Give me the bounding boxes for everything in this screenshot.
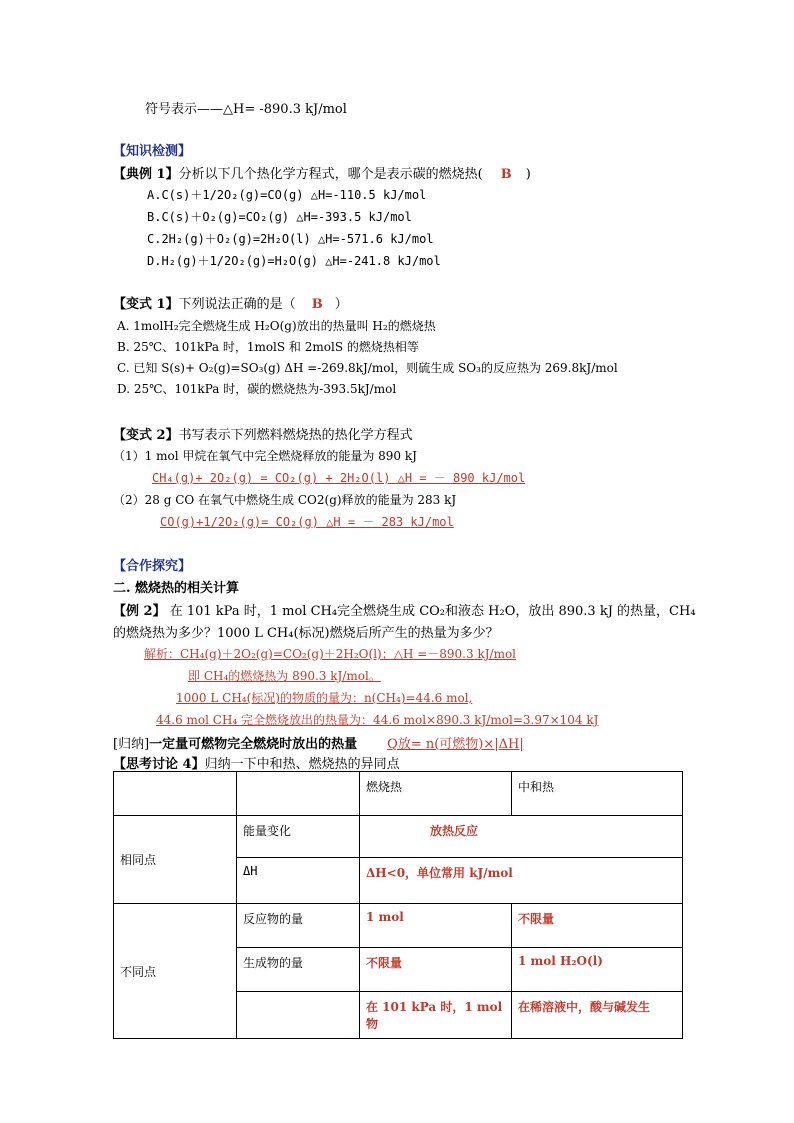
- example-2-line-1: [113, 600, 696, 619]
- cell-def-combustion: [360, 992, 512, 1039]
- variant-1-option-d: D. 25℃、101kPa 时，碳的燃烧热为-393.5kJ/mol: [117, 382, 397, 396]
- variant-1-answer: B: [311, 297, 323, 312]
- example-1-question: [113, 163, 531, 182]
- variant-1-question: [113, 293, 348, 312]
- variant-1-close: ）: [334, 297, 348, 312]
- cell-reactant-combustion: [360, 904, 512, 948]
- variant-1-label: 【变式 1】: [113, 297, 179, 312]
- variant-2-a1-text: CH₄(g)+ 2O₂(g) = CO₂(g) + 2H₂O(l) △H = － 890 kJ/mol: [152, 471, 526, 485]
- variant-1-text: 下列说法正确的是（: [178, 297, 296, 312]
- cell-exothermic: [360, 816, 683, 858]
- summary-line: [113, 733, 524, 752]
- example-2-solution-3: [120, 689, 476, 706]
- think-label: 【思考讨论 4】: [113, 757, 205, 772]
- row-same: 相同点: [114, 816, 237, 904]
- section-cooperation: 【合作探究】: [113, 559, 192, 574]
- reactant-neutral-text: 不限量: [518, 912, 555, 926]
- variant-1-option-c: C. 已知 S(s)+ O₂(g)=SO₃(g) ΔH =-269.8kJ/mol，则硫生成 SO₃的反应热为 269.8kJ/mol: [117, 361, 618, 375]
- variant-2-text: 书写表示下列燃料燃烧热的热化学方程式: [178, 428, 413, 443]
- variant-2-q2: （2）28 g CO 在氧气中燃烧生成 CO2(g)释放的能量为 283 kJ: [113, 493, 457, 507]
- section-knowledge-check: 【知识检测】: [113, 144, 192, 159]
- cell-product-combustion: [360, 948, 512, 992]
- row-energy-change: 能量变化: [237, 816, 360, 858]
- summary-label: [归纳]: [113, 737, 150, 752]
- cell-def-neutral: [512, 992, 683, 1039]
- variant-2-a2: [120, 513, 454, 530]
- example-1-option-c: C.2H₂(g)＋O₂(g)=2H₂O(l) △H=-571.6 kJ/mol: [147, 232, 434, 246]
- part-2-title: 二. 燃烧热的相关计算: [113, 581, 240, 596]
- variant-2-question: [113, 424, 413, 443]
- think-text: 归纳一下中和热、燃烧热的异同点: [204, 757, 400, 772]
- cell-reactant-neutral: [512, 904, 683, 948]
- example-2-solution-2: [120, 667, 393, 684]
- example-1-answer: B: [500, 167, 512, 182]
- example-1-label: 【典例 1】: [113, 167, 179, 182]
- table-corner-2: [237, 772, 360, 816]
- cell-delta-h-value: [360, 858, 683, 904]
- example-2-text-1: 在 101 kPa 时，1 mol CH₄完全燃烧生成 CO₂和液态 H₂O，放出 890.3 kJ 的热量，CH₄: [169, 604, 696, 619]
- example-1-option-d: D.H₂(g)＋1/2O₂(g)=H₂O(g) △H=-241.8 kJ/mol: [147, 254, 441, 268]
- row-definition: [237, 992, 360, 1039]
- example-1-close: ): [525, 167, 531, 182]
- example-2-solution-4-text: 44.6 mol CH₄ 完全燃烧放出的热量为：44.6 mol×890.3 kJ/mol=3.97×104 kJ: [156, 713, 599, 727]
- variant-1-option-a: A. 1molH₂完全燃烧生成 H₂O(g)放出的热量叫 H₂的燃烧热: [117, 319, 436, 333]
- header-combustion: 燃烧热: [360, 772, 512, 816]
- summary-formula: Q放= n(可燃物)×|ΔH|: [387, 737, 524, 752]
- def-combustion-text: 在 101 kPa 时，1 mol 物: [366, 1000, 503, 1031]
- variant-1-option-b: B. 25℃、101kPa 时，1molS 和 2molS 的燃烧热相等: [117, 340, 419, 354]
- delta-h-value-text: ΔH<0，单位常用 kJ/mol: [366, 866, 513, 880]
- row-delta-h: ΔH: [237, 858, 360, 904]
- variant-2-a2-text: CO(g)+1/2O₂(g)= CO₂(g) △H = － 283 kJ/mol: [160, 515, 454, 529]
- comparison-table: [113, 771, 683, 1039]
- example-2-solution-3-text: 1000 L CH₄(标况)的物质的量为：n(CH₄)=44.6 mol,: [176, 691, 473, 705]
- think-discuss-line: [113, 753, 400, 772]
- variant-2-label: 【变式 2】: [113, 428, 179, 443]
- example-2-solution-4: [120, 711, 598, 728]
- product-neutral-text: 1 mol H₂O(l): [518, 954, 603, 968]
- cell-product-neutral: [512, 948, 683, 992]
- variant-2-a1: [120, 469, 525, 486]
- example-1-option-a: A.C(s)＋1/2O₂(g)=CO(g) △H=-110.5 kJ/mol: [147, 188, 427, 202]
- row-reactant: 反应物的量: [237, 904, 360, 948]
- product-combustion-text: 不限量: [366, 956, 403, 970]
- reactant-combustion-text: 1 mol: [366, 910, 404, 924]
- row-diff: 不同点: [114, 904, 237, 1039]
- table-corner: [114, 772, 237, 816]
- header-neutralization: 中和热: [512, 772, 683, 816]
- def-neutral-text: 在稀溶液中，酸与碱发生: [518, 1000, 651, 1014]
- example-2-solution-1: [120, 645, 520, 662]
- summary-text: 一定量可燃物完全燃烧时放出的热量: [149, 737, 358, 752]
- example-2-line-2: 的燃烧热为多少？1000 L CH₄(标况)燃烧后所产生的热量为多少？: [113, 626, 499, 641]
- example-1-text: 分析以下几个热化学方程式，哪个是表示碳的燃烧热(: [178, 167, 483, 182]
- variant-2-q1: （1）1 mol 甲烷在氧气中完全燃烧释放的能量为 890 kJ: [113, 449, 417, 463]
- example-2-solution-1-text: 解析：CH₄(g)＋2O₂(g)=CO₂(g)＋2H₂O(l)；△H =－890.3 kJ/mol: [144, 647, 517, 661]
- example-2-solution-2-text: 即 CH₄的燃烧热为 890.3 kJ/mol。: [188, 669, 381, 683]
- symbol-line: 符号表示——△H= -890.3 kJ/mol: [145, 102, 347, 117]
- example-1-option-b: B.C(s)＋O₂(g)=CO₂(g) △H=-393.5 kJ/mol: [147, 210, 412, 224]
- exothermic-text: 放热反应: [430, 824, 479, 838]
- example-2-label: 【例 2】: [113, 604, 166, 619]
- row-product: 生成物的量: [237, 948, 360, 992]
